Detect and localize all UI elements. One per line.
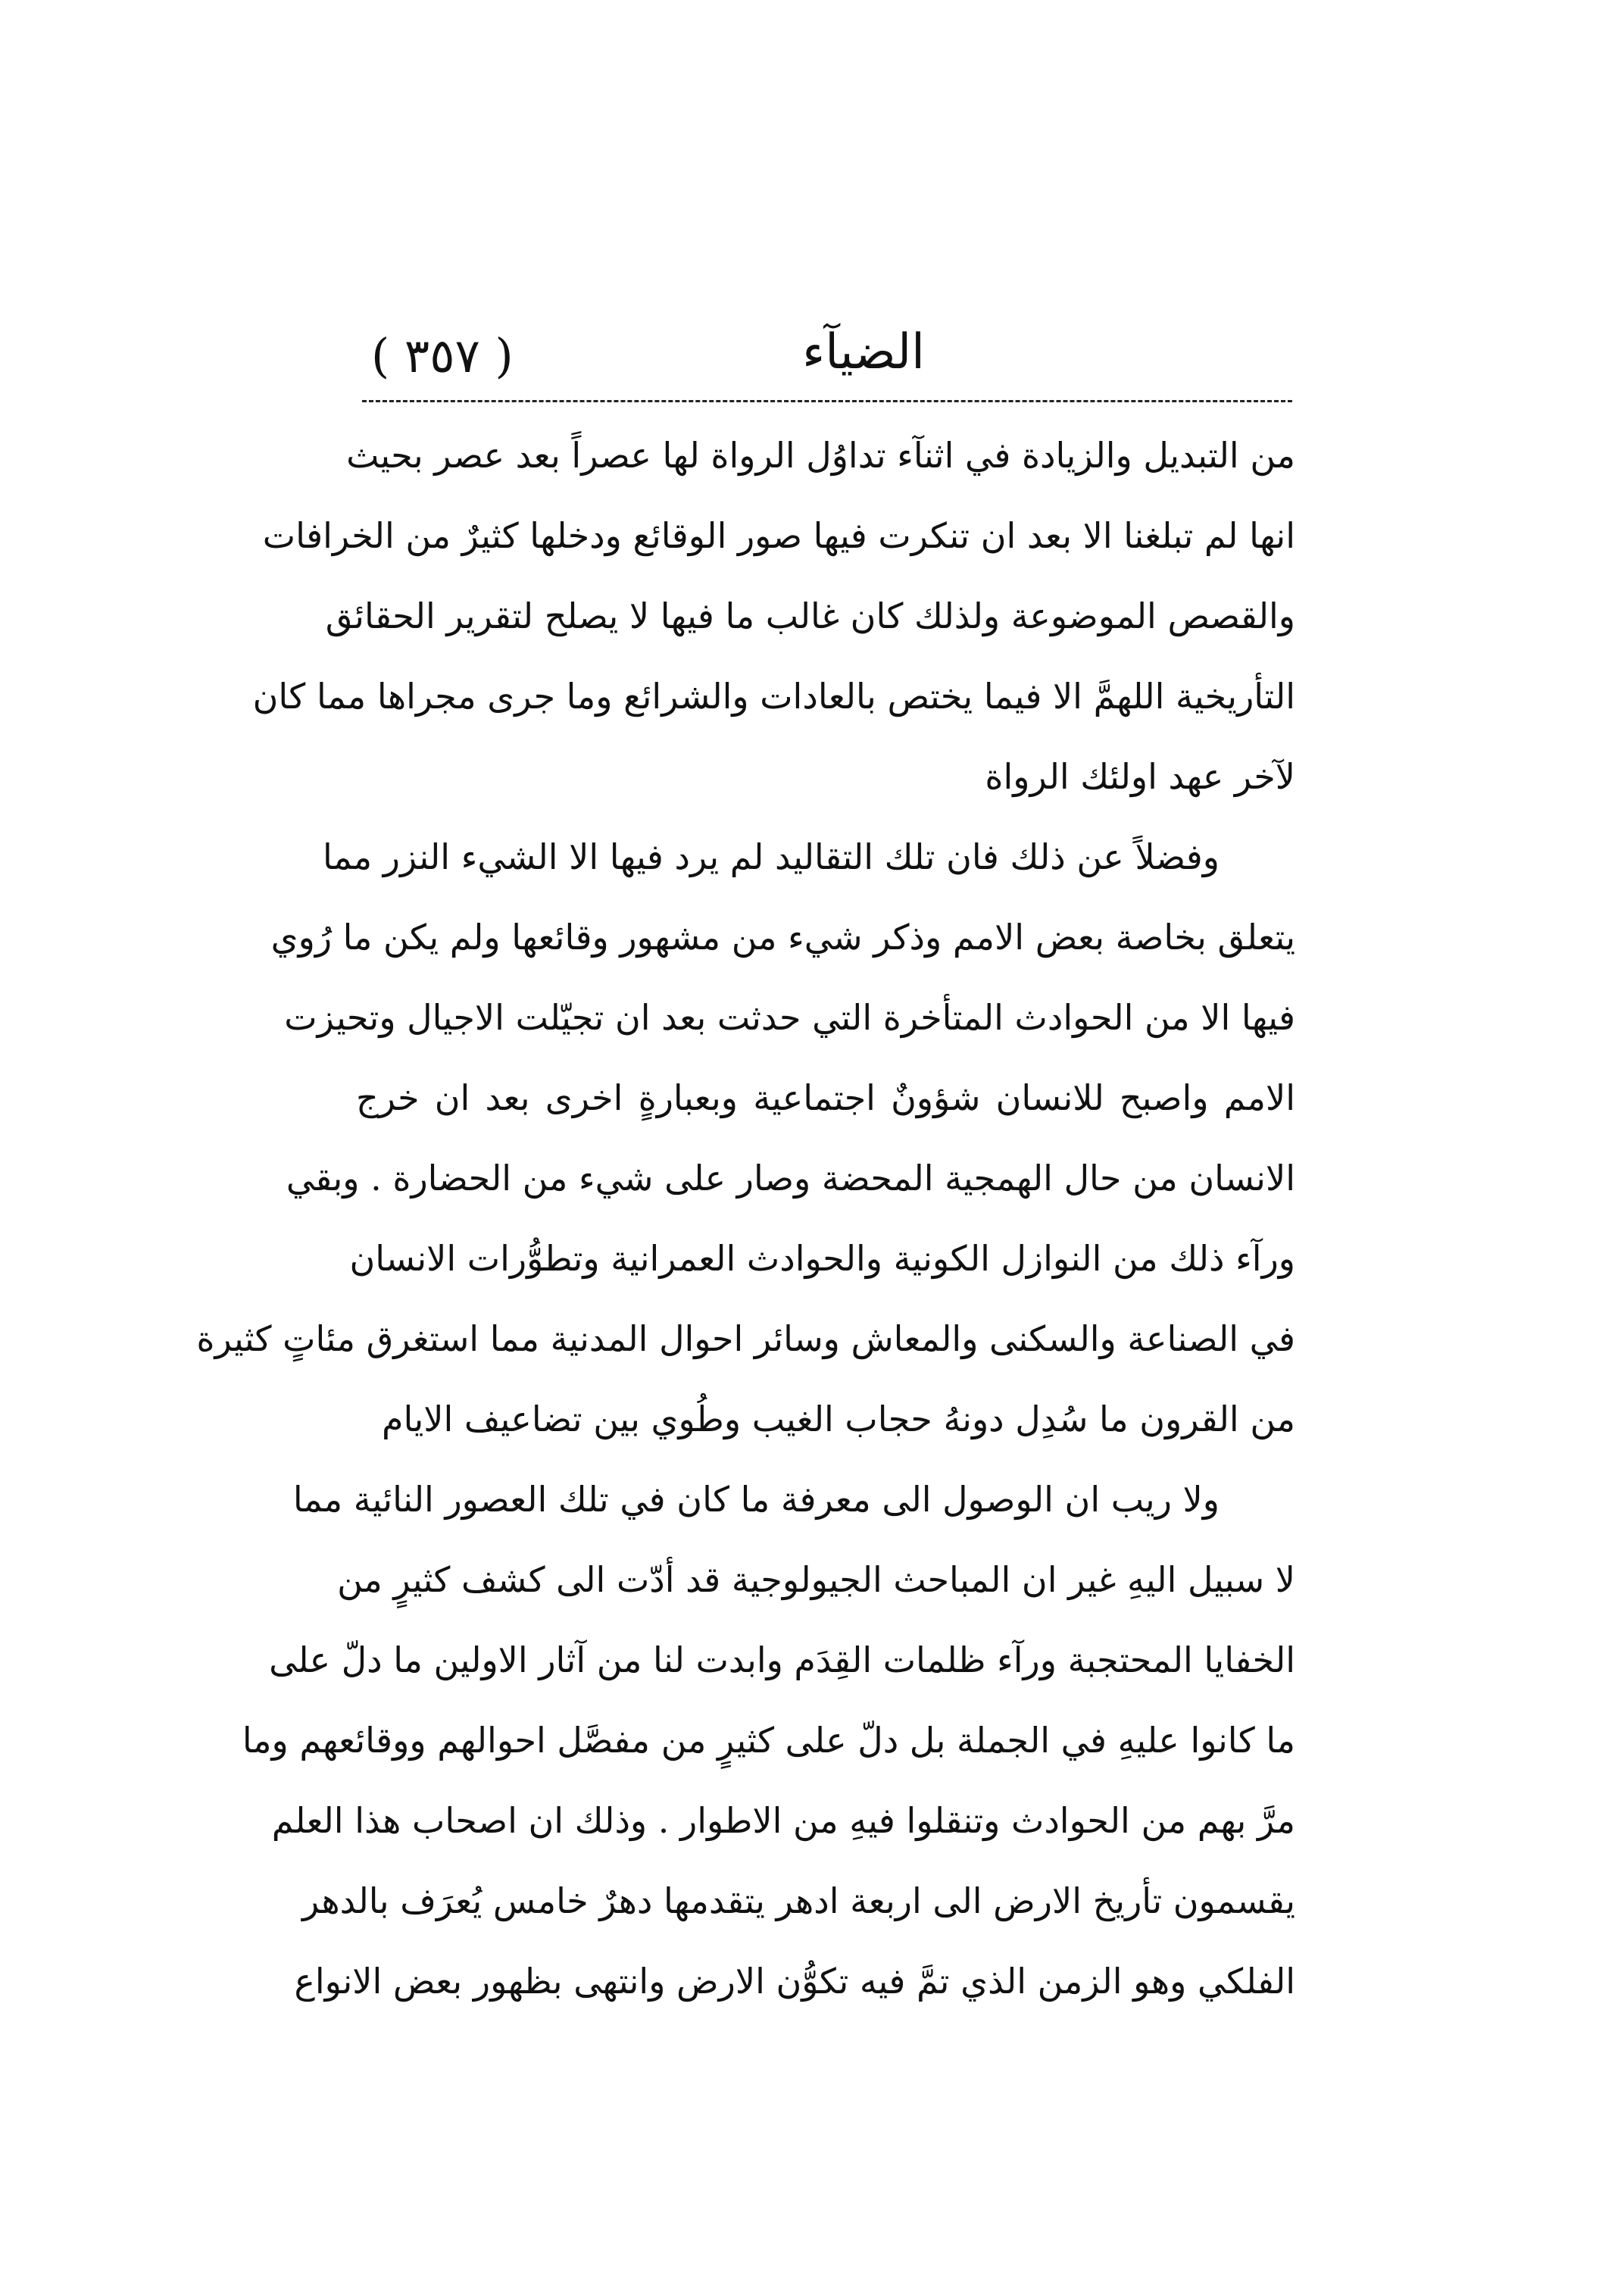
header-divider (362, 400, 1292, 402)
text-line: الامم واصبح للانسان شؤونٌ اجتماعية وبعبارةٍ اخرى بعد ان خرج (356, 1077, 1295, 1118)
text-line: فيها الا من الحوادث المتأخرة التي حدثت بعد ان تجيّلت الاجيال وتحيزت (284, 997, 1295, 1038)
text-line: يقسمون تأريخ الارض الى اربعة ادهر يتقدمها دهرٌ خامس يُعرَف بالدهر (301, 1880, 1295, 1921)
text-line: مرَّ بهم من الحوادث وتنقلوا فيهِ من الاطوار . وذلك ان اصحاب هذا العلم (271, 1800, 1295, 1841)
body-text (196, 415, 1295, 2021)
text-line: من التبديل والزيادة في اثنآء تداوُل الرواة لها عصراً بعد عصر بحيث (346, 435, 1295, 476)
paragraph (196, 817, 1295, 1459)
text-line: وفضلاً عن ذلك فان تلك التقاليد لم يرد فيها الا الشيء النزر مما (322, 836, 1220, 877)
text-line: التأريخية اللهمَّ الا فيما يختص بالعادات والشرائع وما جرى مجراها مما كان (252, 676, 1295, 717)
text-line: انها لم تبلغنا الا بعد ان تنكرت فيها صور الوقائع ودخلها كثيرٌ من الخرافات (262, 515, 1295, 556)
text-line: الفلكي وهو الزمن الذي تمَّ فيه تكوُّن الارض وانتهى بظهور بعض الانواع (294, 1961, 1295, 2002)
text-line: ورآء ذلك من النوازل الكونية والحوادث العمرانية وتطوُّرات الانسان (349, 1238, 1295, 1279)
text-line: ولا ريب ان الوصول الى معرفة ما كان في تلك العصور النائية مما (292, 1479, 1220, 1520)
text-line: لآخر عهد اولئك الرواة (985, 756, 1295, 797)
text-line: ما كانوا عليهِ في الجملة بل دلّ على كثيرٍ من مفصَّل احوالهم ووقائعهم وما (242, 1720, 1295, 1761)
running-title: الضيآء (802, 324, 925, 380)
text-line: يتعلق بخاصة بعض الامم وذكر شيء من مشهور وقائعها ولم يكن ما رُوي (270, 917, 1295, 958)
page-number: ( ٣٥٧ ) (371, 328, 514, 383)
text-line: الخفايا المحتجبة ورآء ظلمات القِدَم وابدت لنا من آثار الاولين ما دلّ على (269, 1639, 1295, 1680)
text-line: في الصناعة والسكنى والمعاش وسائر احوال المدنية مما استغرق مئاتٍ كثيرة (196, 1318, 1295, 1359)
text-line: لا سبيل اليهِ غير ان المباحث الجيولوجية قد أدّت الى كشف كثيرٍ من (337, 1559, 1295, 1600)
text-line: من القرون ما سُدِل دونهُ حجاب الغيب وطُوي بين تضاعيف الايام (382, 1399, 1295, 1439)
paragraph (252, 415, 1295, 817)
text-line: والقصص الموضوعة ولذلك كان غالب ما فيها لا يصلح لتقرير الحقائق (325, 595, 1295, 636)
text-line: الانسان من حال الهمجية المحضة وصار على شيء من الحضارة . وبقي (286, 1158, 1295, 1199)
page-header (356, 312, 1295, 395)
paragraph (242, 1459, 1295, 2021)
